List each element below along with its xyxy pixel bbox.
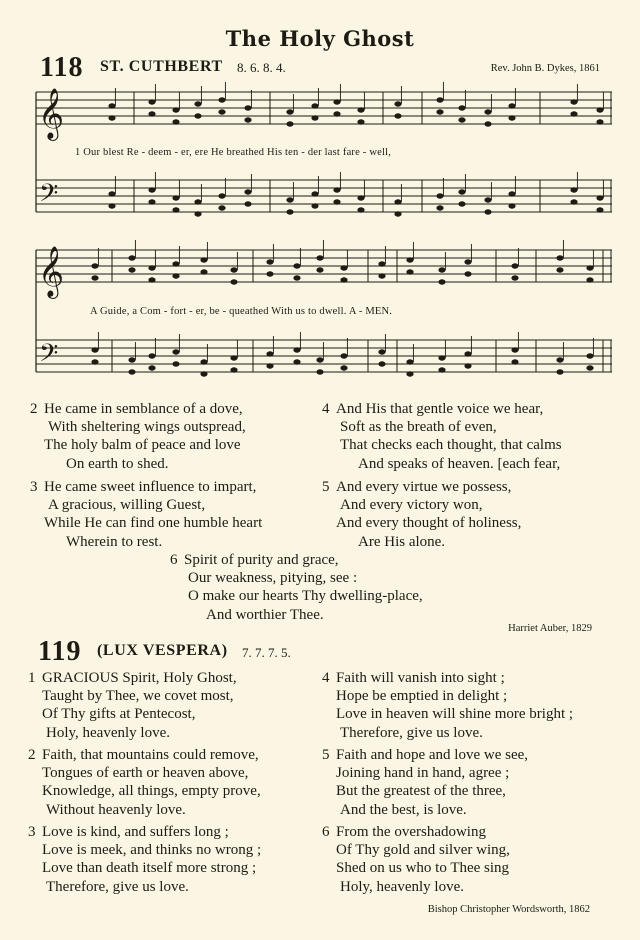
verse-line: Hope be emptied in delight ; (336, 688, 508, 705)
note-head (244, 189, 251, 194)
hymn-number-118: 118 (40, 52, 84, 83)
note-head (311, 203, 318, 208)
note-head (128, 357, 135, 362)
note-head (511, 275, 518, 280)
verse-119-5 (322, 746, 528, 819)
note-head (218, 205, 225, 210)
tune-name-118: ST. CUTHBERT (100, 58, 223, 75)
verse-line: Faith and hope and love we see, (336, 747, 529, 763)
note-head (378, 273, 385, 278)
verse-line: Spirit of purity and grace, (184, 552, 339, 568)
note-head (556, 369, 563, 374)
note-head (378, 349, 385, 354)
verse-line: Wherein to rest. (66, 533, 163, 550)
verse-118-2 (30, 400, 246, 473)
verse-line: Without heavenly love. (46, 801, 186, 818)
bass-clef-icon: 𝄢 (39, 339, 59, 374)
note-head (436, 193, 443, 198)
verse-118-3 (30, 478, 262, 551)
note-head (586, 353, 593, 358)
note-head (596, 207, 603, 212)
note-head (108, 203, 115, 208)
verse-line: While He can find one humble heart (44, 515, 263, 532)
note-head (172, 107, 179, 112)
note-head (340, 265, 347, 270)
note-head (586, 365, 593, 370)
note-head (194, 113, 201, 118)
note-head (484, 121, 491, 126)
verse-line: From the overshadowing (336, 824, 486, 840)
note-head (484, 109, 491, 114)
note-head (286, 197, 293, 202)
note-head (458, 105, 465, 110)
note-head (357, 119, 364, 124)
note-head (266, 271, 273, 276)
lyric-line-1: 1 Our blest Re - deem - er, ere He breathed His ten - der last fare - well, (75, 147, 392, 158)
note-head (218, 97, 225, 102)
verse-line: And every thought of holiness, (336, 515, 522, 532)
author-credit-118: Harriet Auber, 1829 (508, 623, 592, 634)
meter-118: 8. 6. 8. 4. (237, 60, 286, 75)
note-head (200, 359, 207, 364)
note-head (438, 267, 445, 272)
note-head (316, 267, 323, 272)
note-head (148, 111, 155, 116)
verse-line: And every victory won, (340, 497, 483, 514)
verse-line: Love is meek, and thinks no wrong ; (42, 842, 262, 859)
verse-line: Therefore, give us love. (340, 724, 483, 741)
verse-line: Love than death itself more strong ; (42, 860, 257, 877)
note-head (394, 199, 401, 204)
verse-line: Are His alone. (358, 533, 446, 550)
verse-119-6 (322, 823, 510, 896)
note-head (570, 199, 577, 204)
note-head (293, 359, 300, 364)
note-head (148, 365, 155, 370)
treble-clef-icon: 𝄞 (38, 88, 65, 139)
note-head (458, 117, 465, 122)
note-head (148, 199, 155, 204)
note-head (311, 115, 318, 120)
note-head (406, 269, 413, 274)
note-head (172, 349, 179, 354)
note-head (172, 207, 179, 212)
note-head (266, 351, 273, 356)
author-credit-119: Bishop Christopher Wordsworth, 1862 (427, 904, 590, 915)
note-head (200, 371, 207, 376)
note-head (394, 101, 401, 106)
note-head (556, 357, 563, 362)
note-head (333, 199, 340, 204)
verse-number: 5 (322, 747, 330, 763)
verse-line: O make our hearts Thy dwelling-place, (188, 588, 423, 605)
note-head (230, 279, 237, 284)
note-head (357, 207, 364, 212)
tune-name-119: (LUX VESPERA) (97, 642, 228, 659)
verse-line: And every virtue we possess, (336, 479, 512, 495)
verse-line: And worthier Thee. (206, 606, 324, 623)
note-head (293, 263, 300, 268)
note-head (172, 261, 179, 266)
note-head (172, 195, 179, 200)
note-head (484, 209, 491, 214)
note-head (230, 355, 237, 360)
verse-line: The holy balm of peace and love (44, 437, 241, 454)
treble-clef-icon: 𝄞 (38, 246, 65, 297)
note-head (311, 103, 318, 108)
verse-line: Of Thy gold and silver wing, (336, 842, 510, 859)
note-head (286, 121, 293, 126)
note-head (108, 103, 115, 108)
verse-line: Soft as the breath of even, (340, 419, 497, 436)
note-head (194, 199, 201, 204)
note-head (570, 111, 577, 116)
note-head (333, 187, 340, 192)
verse-line: Of Thy gifts at Pentecost, (42, 706, 196, 723)
verse-line: Our weakness, pitying, see : (188, 570, 358, 587)
verse-number: 4 (322, 401, 330, 417)
note-head (508, 203, 515, 208)
lyric-line-2: A Guide, a Com - fort - er, be - queathed With us to dwell. A - MEN. (90, 306, 393, 317)
note-head (148, 99, 155, 104)
verse-line: Knowledge, all things, empty prove, (42, 783, 261, 800)
note-head (378, 261, 385, 266)
note-head (340, 353, 347, 358)
note-head (128, 369, 135, 374)
note-head (91, 347, 98, 352)
note-head (148, 277, 155, 282)
note-head (91, 359, 98, 364)
note-head (511, 347, 518, 352)
note-head (406, 257, 413, 262)
note-head (316, 357, 323, 362)
note-head (286, 109, 293, 114)
verse-119-4 (322, 669, 573, 742)
verse-number: 3 (30, 479, 38, 495)
note-head (340, 277, 347, 282)
verse-number: 4 (322, 670, 330, 686)
note-head (508, 103, 515, 108)
verse-line: Holy, heavenly love. (46, 724, 170, 741)
note-head (511, 359, 518, 364)
verse-line: Therefore, give us love. (46, 878, 189, 895)
note-head (436, 109, 443, 114)
note-head (438, 279, 445, 284)
note-head (556, 267, 563, 272)
verse-line: Love is kind, and suffers long ; (42, 824, 229, 840)
music-score (0, 0, 640, 400)
note-head (108, 115, 115, 120)
note-head (148, 187, 155, 192)
note-head (406, 371, 413, 376)
note-head (316, 369, 323, 374)
note-head (596, 119, 603, 124)
note-head (244, 105, 251, 110)
note-head (333, 99, 340, 104)
note-head (266, 259, 273, 264)
verse-line: And His that gentle voice we hear, (336, 401, 544, 417)
note-head (357, 107, 364, 112)
verse-number: 5 (322, 479, 330, 495)
verse-line: He came in semblance of a dove, (44, 401, 243, 417)
verse-line: He came sweet influence to impart, (44, 479, 257, 495)
note-head (148, 265, 155, 270)
verse-line: Taught by Thee, we covet most, (42, 688, 234, 705)
note-head (230, 267, 237, 272)
verse-number: 2 (28, 747, 36, 763)
note-head (570, 99, 577, 104)
note-head (556, 255, 563, 260)
note-head (316, 255, 323, 260)
verse-line: And the best, is love. (340, 801, 467, 818)
verse-118-4 (322, 400, 562, 473)
note-head (508, 191, 515, 196)
note-head (570, 187, 577, 192)
note-head (596, 107, 603, 112)
verse-119-1 (28, 669, 237, 742)
note-head (108, 191, 115, 196)
note-head (436, 205, 443, 210)
meter-119: 7. 7. 7. 5. (242, 645, 291, 660)
note-head (394, 211, 401, 216)
verse-line: On earth to shed. (66, 455, 169, 472)
bass-clef-icon: 𝄢 (39, 179, 59, 214)
note-head (148, 353, 155, 358)
note-head (91, 275, 98, 280)
verse-line: Joining hand in hand, agree ; (336, 765, 510, 782)
verse-line: GRACIOUS Spirit, Holy Ghost, (42, 670, 237, 686)
composer-credit: Rev. John B. Dykes, 1861 (490, 63, 600, 74)
note-head (91, 263, 98, 268)
note-head (200, 269, 207, 274)
verse-number: 6 (170, 552, 178, 568)
verse-line: Holy, heavenly love. (340, 878, 464, 895)
note-head (464, 351, 471, 356)
note-head (458, 201, 465, 206)
note-head (172, 361, 179, 366)
note-head (244, 117, 251, 122)
note-head (286, 209, 293, 214)
note-head (438, 355, 445, 360)
note-head (436, 97, 443, 102)
note-head (458, 189, 465, 194)
note-head (378, 361, 385, 366)
verse-line: Faith will vanish into sight ; (336, 670, 505, 686)
note-head (293, 347, 300, 352)
note-head (172, 119, 179, 124)
note-head (194, 101, 201, 106)
note-head (340, 365, 347, 370)
note-head (293, 275, 300, 280)
note-head (230, 367, 237, 372)
verse-line: A gracious, willing Guest, (48, 497, 206, 514)
note-head (244, 201, 251, 206)
verse-119-3 (28, 823, 261, 896)
note-head (464, 259, 471, 264)
verse-119-2 (28, 746, 261, 819)
note-head (511, 263, 518, 268)
note-head (200, 257, 207, 262)
note-head (394, 113, 401, 118)
note-head (218, 109, 225, 114)
note-head (333, 111, 340, 116)
note-head (586, 265, 593, 270)
verse-line: Love in heaven will shine more bright ; (336, 706, 574, 723)
note-head (128, 267, 135, 272)
note-head (596, 195, 603, 200)
note-head (266, 363, 273, 368)
note-head (194, 211, 201, 216)
note-head (406, 359, 413, 364)
note-head (172, 273, 179, 278)
verse-118-5 (322, 478, 521, 551)
hymn-number-119: 119 (38, 636, 82, 667)
verse-number: 3 (28, 824, 36, 840)
note-head (218, 193, 225, 198)
note-head (508, 115, 515, 120)
verse-line: Faith, that mountains could remove, (42, 747, 259, 763)
note-head (128, 255, 135, 260)
verse-line: Shed on us who to Thee sing (336, 860, 510, 877)
verse-line: Tongues of earth or heaven above, (42, 765, 249, 782)
note-head (357, 195, 364, 200)
note-head (586, 277, 593, 282)
note-head (311, 191, 318, 196)
verse-line: With sheltering wings outspread, (48, 419, 246, 436)
verse-number: 6 (322, 824, 330, 840)
verse-number: 1 (28, 670, 36, 686)
note-head (438, 367, 445, 372)
note-head (464, 271, 471, 276)
verse-line: And speaks of heaven. [each fear, (358, 455, 561, 472)
verse-line: But the greatest of the three, (336, 783, 506, 800)
section-title: The Holy Ghost (225, 26, 415, 51)
note-head (464, 363, 471, 368)
verse-118-6 (170, 551, 423, 624)
verse-line: That checks each thought, that calms (340, 437, 562, 454)
verse-number: 2 (30, 401, 38, 417)
note-head (484, 197, 491, 202)
